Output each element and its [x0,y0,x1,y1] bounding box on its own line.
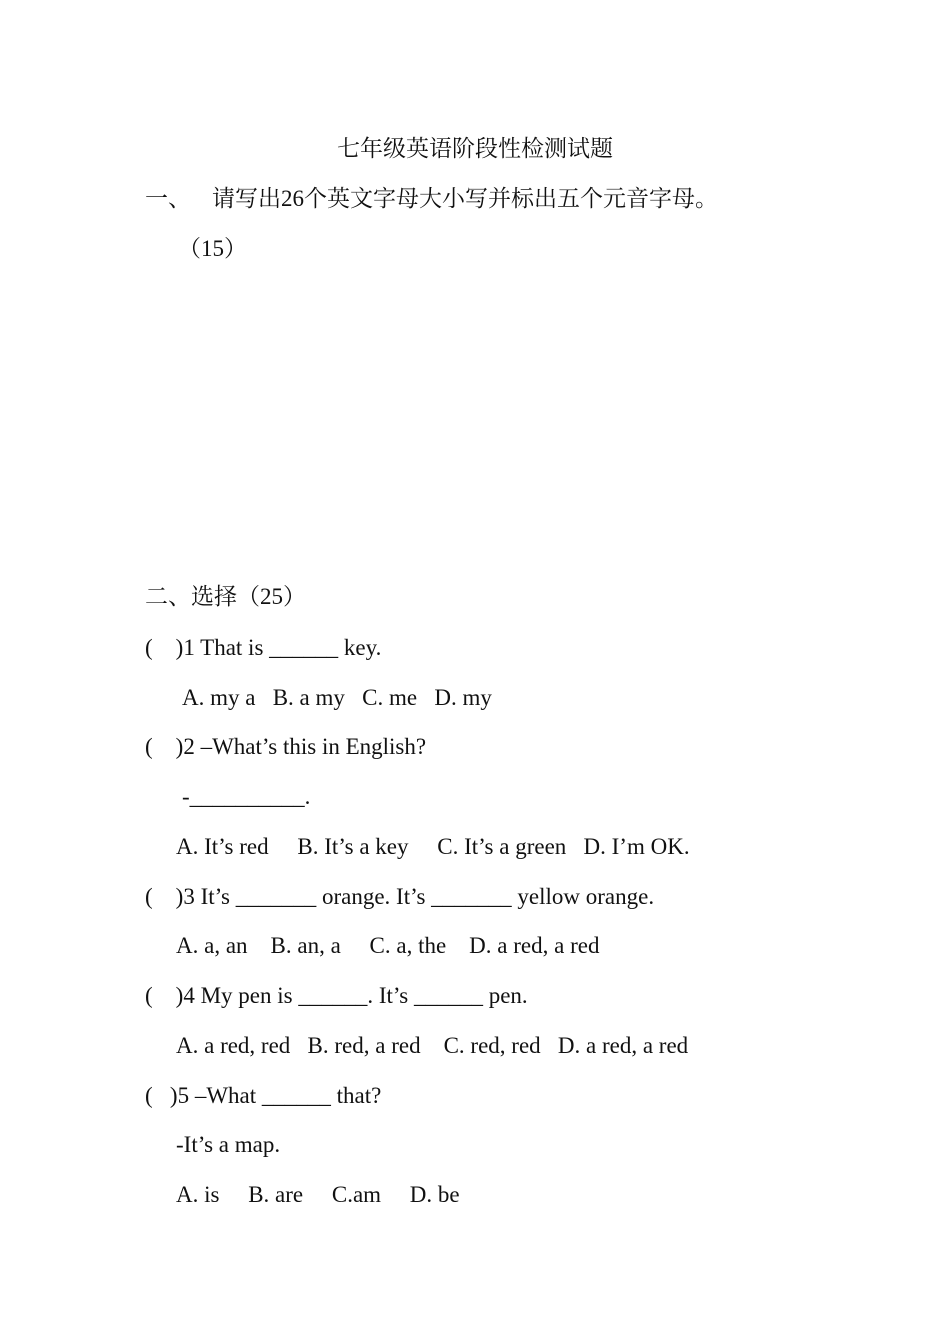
question-stem: ( )5 –What ______ that? [145,1083,382,1108]
question-stem: ( )4 My pen is ______. It’s ______ pen. [145,983,528,1008]
question-stem: ( )2 –What’s this in English? [145,734,427,759]
question-options: A. It’s red B. It’s a key C. It’s a green D. I’m OK. [176,834,690,859]
question-options: A. is B. are C.am D. be [176,1182,460,1207]
question-stem: ( )3 It’s _______ orange. It’s _______ yellow orange. [145,884,655,909]
answer-line: -It’s a map. [176,1132,281,1157]
page-title: 七年级英语阶段性检测试题 [337,136,613,161]
section-1-number: 一、 [145,186,191,211]
section-1-score: （15） [178,236,247,261]
question-options: A. a, an B. an, a C. a, the D. a red, a red [176,933,600,958]
answer-line: -__________. [182,784,311,809]
question-options: A. my a B. a my C. me D. my [182,685,492,710]
section-1-instruction: 请写出26个英文字母大小写并标出五个元音字母。 [212,186,718,211]
question-stem: ( )1 That is ______ key. [145,635,382,660]
question-options: A. a red, red B. red, a red C. red, red D. a red, a red [176,1033,689,1058]
section-2-heading: 二、选择（25） [145,584,306,609]
